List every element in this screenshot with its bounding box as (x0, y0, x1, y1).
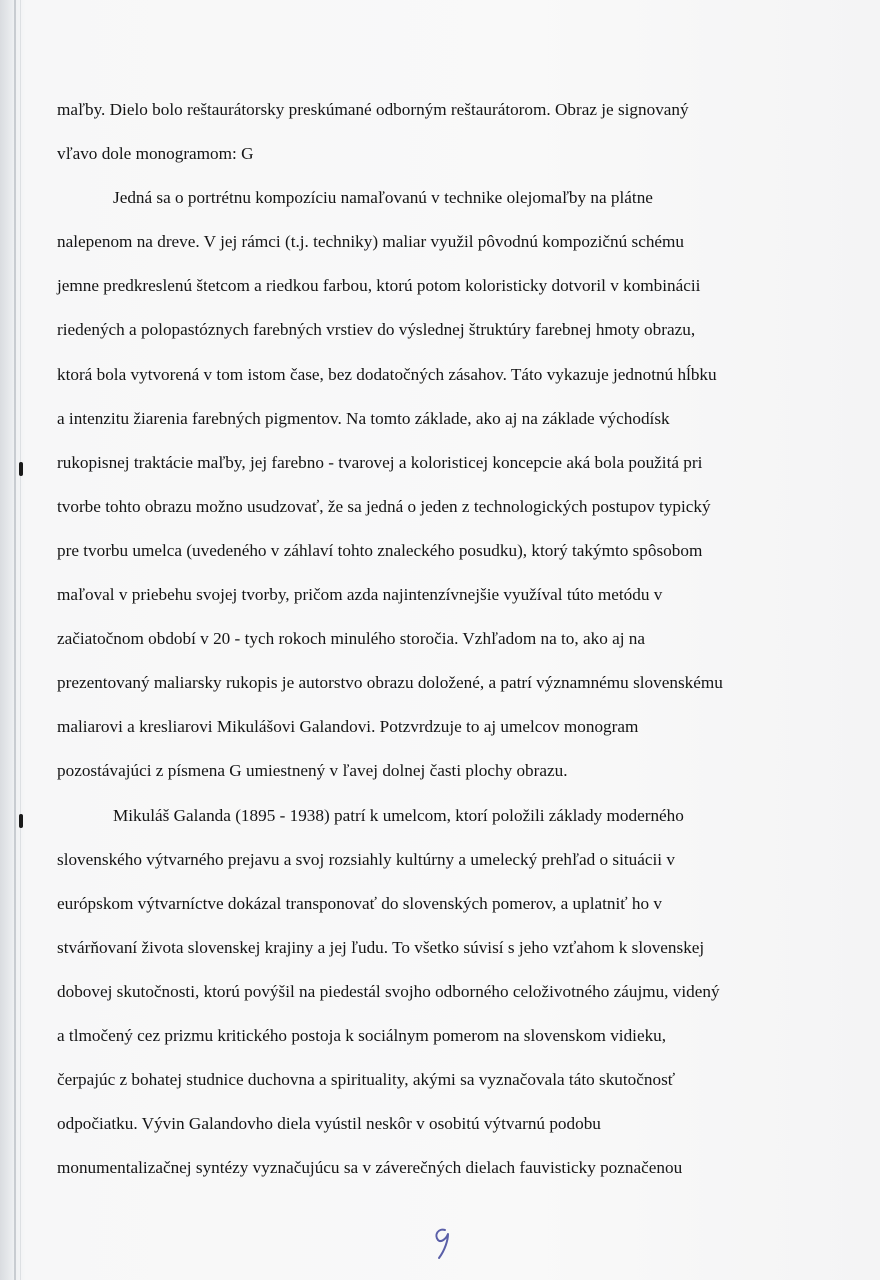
text-line: dobovej skutočnosti, ktorú povýšil na piedestál svojho odborného celoživotného záujmu, videný (57, 981, 720, 1001)
page-number (426, 1224, 462, 1264)
text-line: rukopisnej traktácie maľby, jej farebno - tvarovej a koloristicej koncepcie aká bola použitá pri (57, 452, 703, 472)
text-line: čerpajúc z bohatej studnice duchovna a spirituality, akými sa vyznačovala táto skutočnosť (57, 1070, 676, 1090)
text-line: pre tvorbu umelca (uvedeného v záhlaví tohto znaleckého posudku), ktorý takýmto spôsobom (57, 540, 703, 560)
binding-hole-mark (19, 462, 23, 476)
text-line: maľby. Dielo bolo reštaurátorsky preskúmané odborným reštaurátorom. Obraz je signovaný (57, 100, 689, 119)
text-line: monumentalizačnej syntézy vyznačujúcu sa v záverečných dielach fauvisticky poznačenou (57, 1158, 683, 1178)
page-edge (14, 0, 16, 1280)
text-line: európskom výtvarníctve dokázal transponovať do slovenských pomerov, a uplatniť ho v (57, 893, 662, 913)
text-line: a tlmočený cez prizmu kritického postoja k sociálnym pomerom na slovenskom vidieku, (57, 1025, 667, 1045)
page-edge-inner (20, 0, 21, 1280)
text-line: nalepenom na dreve. V jej rámci (t.j. techniky) maliar využil pôvodnú kompozičnú schému (57, 232, 685, 252)
text-line: Jedná sa o portrétnu kompozíciu namaľovanú v technike olejomaľby na plátne (113, 188, 653, 208)
text-line: riedených a polopastóznych farebných vrstiev do výslednej štruktúry farebnej hmoty obrazu, (57, 320, 696, 340)
text-line: maľoval v priebehu svojej tvorby, pričom azda najintenzívnejšie využíval túto metódu v (57, 585, 663, 605)
text-line: prezentovaný maliarsky rukopis je autorstvo obrazu doložené, a patrí významnému slovenskému (57, 673, 723, 693)
text-line: jemne predkreslenú štetcom a riedkou farbou, ktorú potom koloristicky dotvoril v kombinácii (57, 276, 701, 296)
text-line: ktorá bola vytvorená v tom istom čase, bez dodatočných zásahov. Táto vykazuje jednotnú hĺbku (57, 364, 717, 384)
text-line: odpočiatku. Vývin Galandovho diela vyústil neskôr v osobitú výtvarnú podobu (57, 1114, 601, 1134)
page-number-handwritten (436, 1230, 448, 1258)
text-line: začiatočnom období v 20 - tych rokoch minulého storočia. Vzhľadom na to, ako aj na (57, 629, 646, 649)
text-line: Mikuláš Galanda (1895 - 1938) patrí k umelcom, ktorí položili základy moderného (113, 805, 684, 825)
text-line: vľavo dole monogramom: G (57, 144, 254, 164)
text-line: tvorbe tohto obrazu možno usudzovať, že sa jedná o jeden z technologických postupov typický (57, 496, 711, 516)
text-line: maliarovi a kresliarovi Mikulášovi Galandovi. Potzvrdzuje to aj umelcov monogram (57, 717, 639, 737)
document-text (57, 96, 847, 1198)
text-line: pozostávajúci z písmena G umiestnený v ľavej dolnej časti plochy obrazu. (57, 761, 568, 781)
text-line: stvárňovaní života slovenskej krajiny a jej ľudu. To všetko súvisí s jeho vzťahom k slovenskej (57, 937, 705, 957)
text-line: slovenského výtvarného prejavu a svoj rozsiahly kultúrny a umelecký prehľad o situácii v (57, 849, 675, 869)
binding-hole-mark (19, 814, 23, 828)
text-line: a intenzitu žiarenia farebných pigmentov. Na tomto základe, ako aj na základe východísk (57, 408, 670, 428)
